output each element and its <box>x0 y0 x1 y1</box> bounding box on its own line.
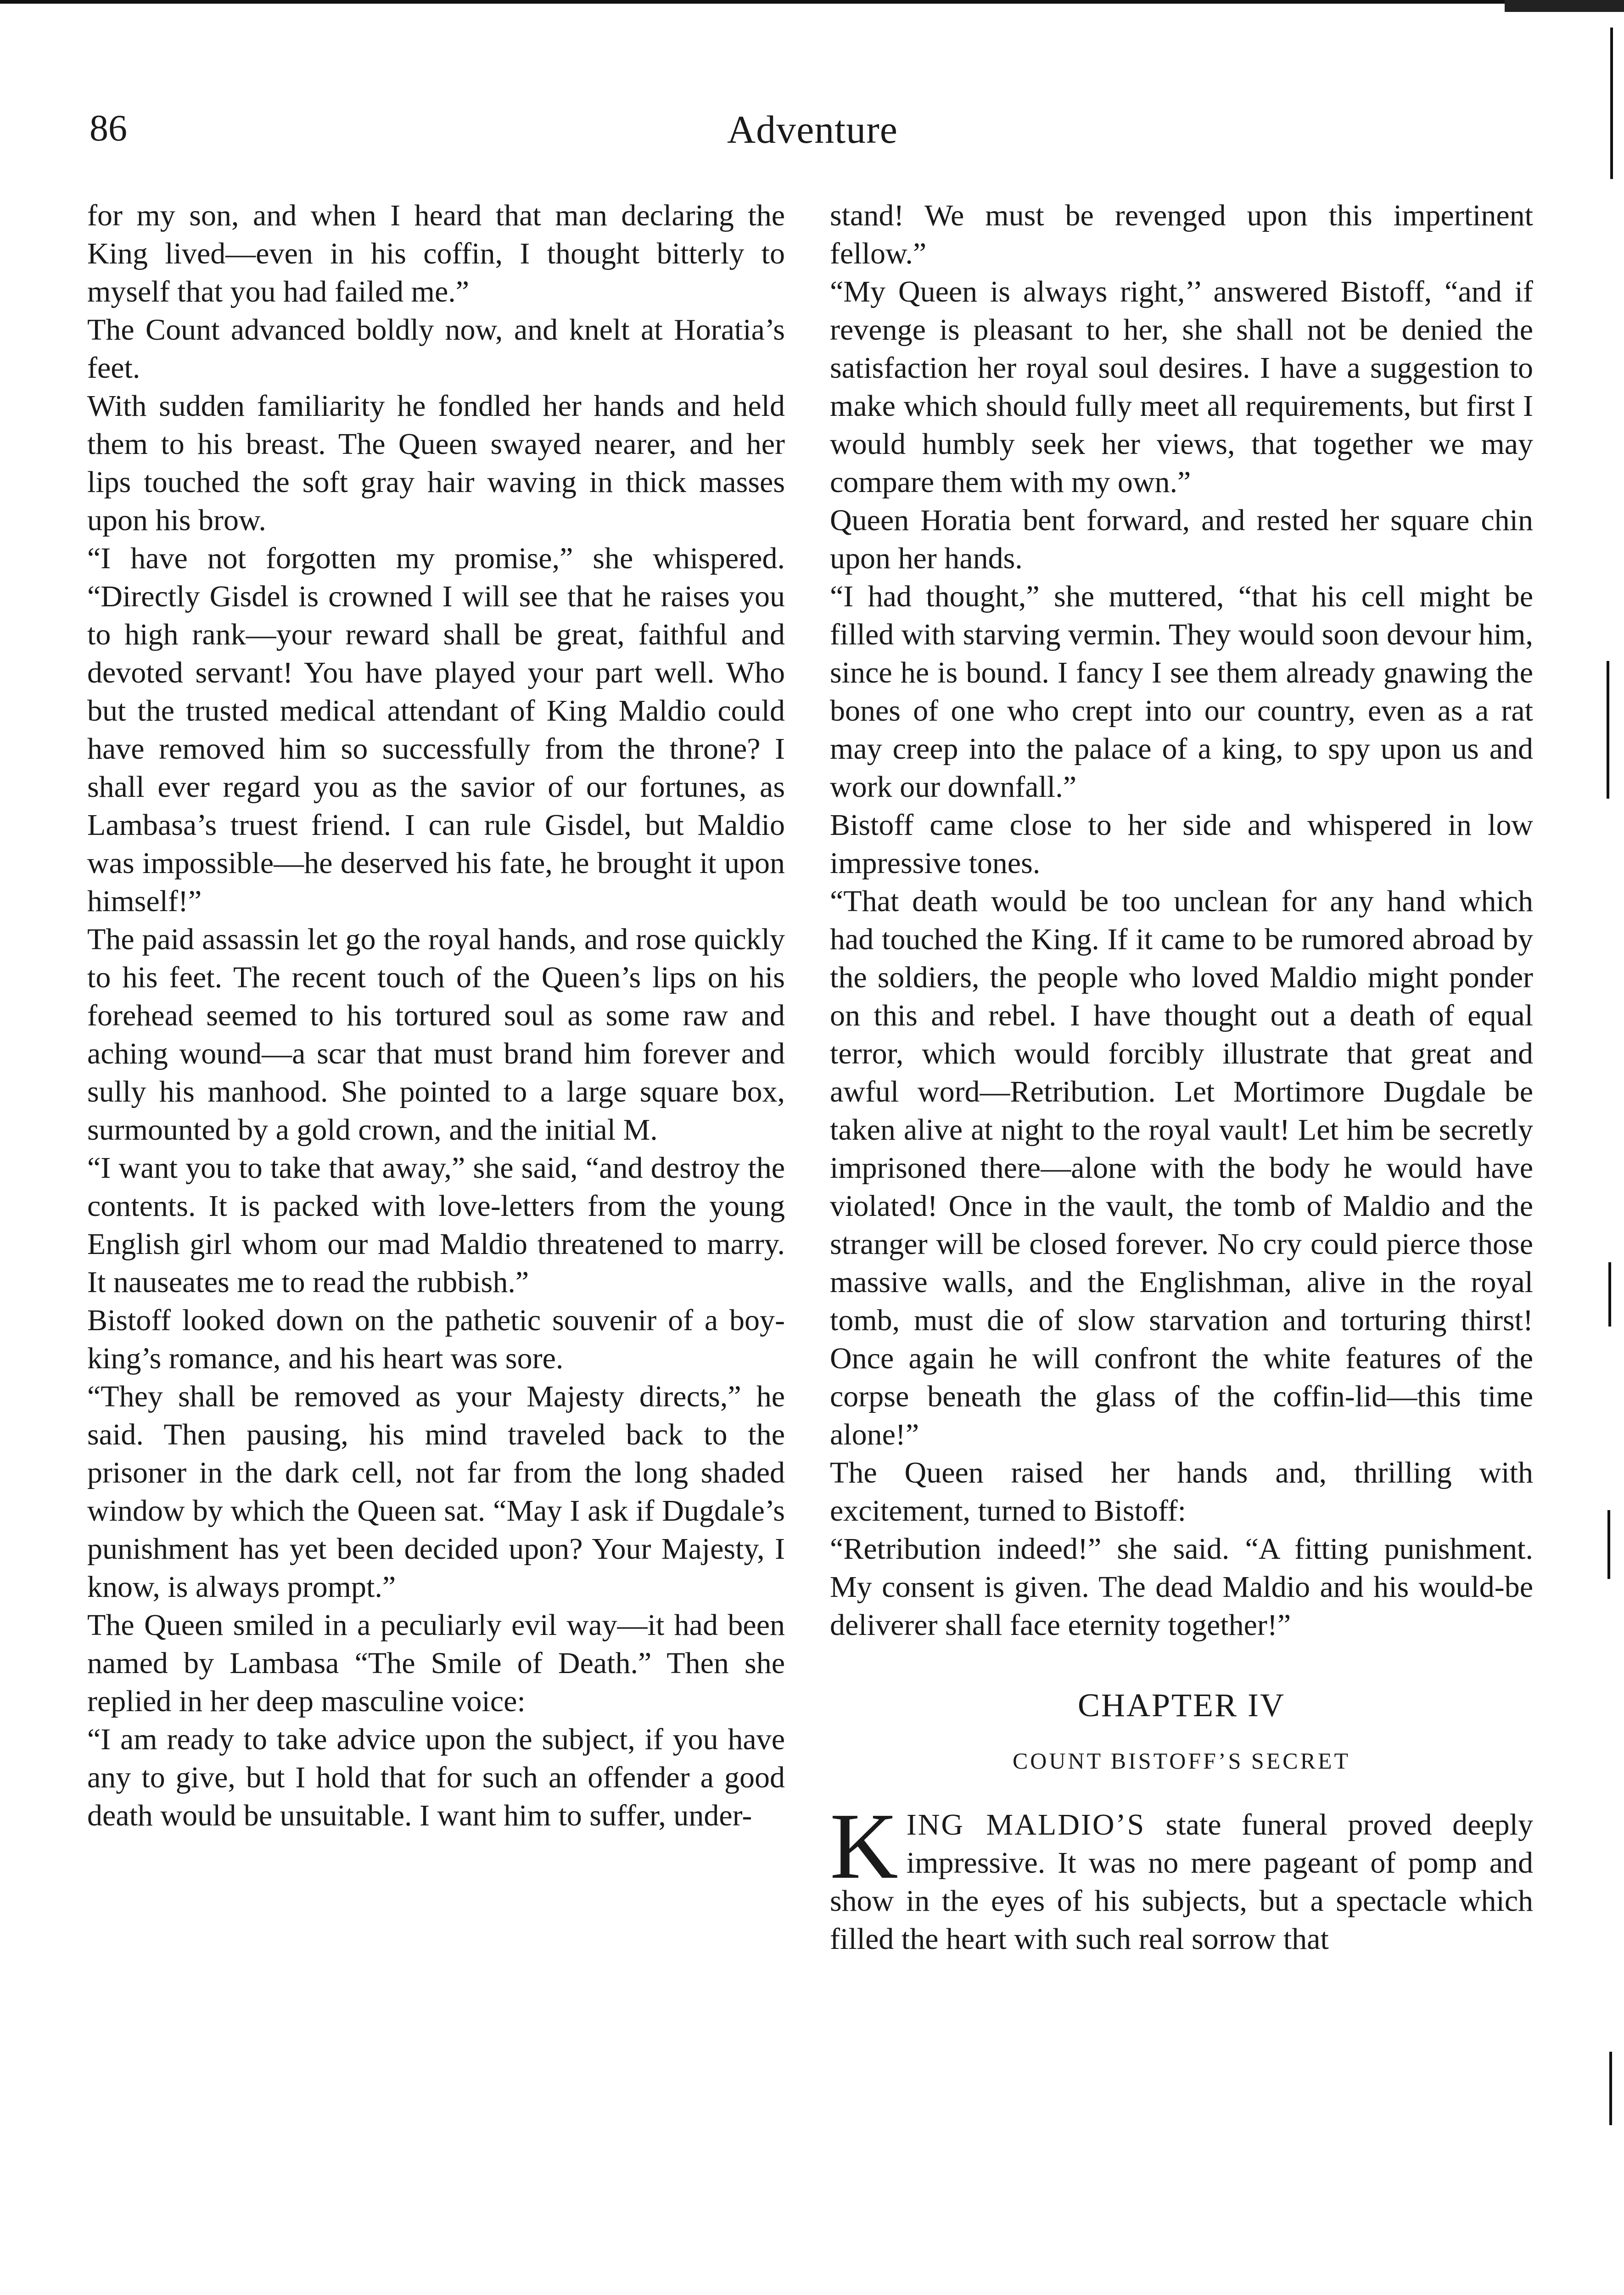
page-edge-mark <box>1607 1510 1610 1579</box>
paragraph: Bistoff looked down on the pathetic souvenir of a boy-king’s romance, and his heart was sore. <box>87 1304 785 1375</box>
opening-text: state funeral proved deeply impressive. It was no mere pageant of pomp and show in the eyes of his subjects, but a spectacle which filled the heart with such real sorrow that <box>830 1808 1533 1956</box>
paragraph: Queen Horatia bent forward, and rested her square chin upon her hands. <box>830 504 1533 575</box>
running-header <box>90 106 1535 162</box>
paragraph: Bistoff came close to her side and whispered in low impressive tones. <box>830 808 1533 880</box>
page-edge-mark <box>1609 2052 1612 2125</box>
page-number: 86 <box>90 107 127 149</box>
paragraph: The Queen smiled in a peculiarly evil way—it had been named by Lambasa “The Smile of Death.” Then she replied in her deep masculine voice: <box>87 1608 785 1718</box>
paragraph: “I want you to take that away,” she said, “and destroy the contents. It is packed with love-letters from the young English girl whom our mad Maldio threatened to marry. It nauseates me to read the rubbish.” <box>87 1151 785 1299</box>
paragraph: “I have not forgotten my promise,” she whispered. “Directly Gisdel is crowned I will see that he raises you to high rank—your reward shall be great, faithful and devoted servant! You have played your part well. Who but the trusted medical attendant of King Maldio could have removed him so successfully from the throne? I shall ever regard you as the savior of our fortunes, as Lambasa’s truest friend. I can rule Gisdel, but Maldio was impossible—he deserved his fate, he brought it upon himself!” <box>87 542 785 918</box>
paragraph: The paid assassin let go the royal hands, and rose quickly to his feet. The recent touch of the Queen’s lips on his forehead seemed to his tortured soul as some raw and aching wound—a scar that must brand him forever and sully his manhood. She pointed to a large square box, surmounted by a gold crown, and the initial M. <box>87 923 785 1147</box>
chapter-opening <box>830 1793 1533 1958</box>
page-edge-mark <box>1610 28 1613 179</box>
right-column <box>830 196 1533 1958</box>
top-border <box>0 0 1624 4</box>
page-edge-mark <box>1608 1262 1611 1327</box>
lead-in-caps: ING MALDIO’S <box>906 1808 1146 1842</box>
drop-cap: K <box>830 1793 898 1898</box>
paragraph: The Queen raised her hands and, thrilling with excitement, turned to Bistoff: <box>830 1456 1533 1528</box>
chapter-heading: CHAPTER IV <box>1077 1687 1285 1724</box>
paragraph: “I am ready to take advice upon the subject, if you have any to give, but I hold that for such an offender a good death would be unsuitable. I want him to suffer, under- <box>87 1723 785 1832</box>
page-edge-mark <box>1607 661 1609 799</box>
paragraph: With sudden familiarity he fondled her hands and held them to his breast. The Queen swayed nearer, and her lips touched the soft gray hair waving in thick masses upon his brow. <box>87 389 785 537</box>
paragraph: stand! We must be revenged upon this impertinent fellow.” <box>830 199 1533 270</box>
paragraph: “My Queen is always right,’’ answered Bistoff, “and if revenge is pleasant to her, she shall not be denied the satisfaction her royal soul desires. I have a suggestion to make which should fully meet all requirements, but first I would humbly seek her views, that together we may compare them with my own.” <box>830 275 1533 499</box>
paragraph: “I had thought,” she muttered, “that his cell might be filled with starving vermin. They would soon devour him, since he is bound. I fancy I see them already gnawing the bones of one who crept into our country, even as a rat may creep into the palace of a king, to spy upon us and work our downfall.” <box>830 580 1533 804</box>
left-column <box>87 196 785 1835</box>
paragraph: “They shall be removed as your Majesty directs,” he said. Then pausing, his mind traveled back to the prisoner in the dark cell, not far from the long shaded window by which the Queen sat. “May I ask if Dugdale’s punishment has yet been decided upon? Your Majesty, I know, is always prompt.” <box>87 1380 785 1604</box>
chapter-subtitle: COUNT BISTOFF’S SECRET <box>1012 1748 1351 1774</box>
magazine-title: Adventure <box>727 107 898 151</box>
paragraph: The Count advanced boldly now, and knelt at Horatia’s feet. <box>87 313 785 385</box>
paragraph: “Retribution indeed!” she said. “A fitting punishment. My consent is given. The dead Maldio and his would-be deliverer shall face eternity together!” <box>830 1532 1533 1642</box>
paragraph: “That death would be too unclean for any hand which had touched the King. If it came to be rumored abroad by the soldiers, the people who loved Maldio might ponder on this and rebel. I have thought out a death of equal terror, which would forcibly illustrate that great and awful word—Retribution. Let Mortimore Dugdale be taken alive at night to the royal vault! Let him be secretly imprisoned there—alone with the body he would have violated! Once in the vault, the tomb of Maldio and the stranger will be closed forever. No cry could pierce those massive walls, and the Englishman, alive in the royal tomb, must die of slow starvation and torturing thirst! Once again he will confront the white features of the corpse beneath the glass of the coffin-lid—this time alone!” <box>830 884 1533 1451</box>
corner-mark <box>1505 0 1624 12</box>
paragraph: for my son, and when I heard that man declaring the King lived—even in his coffin, I thought bitterly to myself that you had failed me.” <box>87 199 785 308</box>
